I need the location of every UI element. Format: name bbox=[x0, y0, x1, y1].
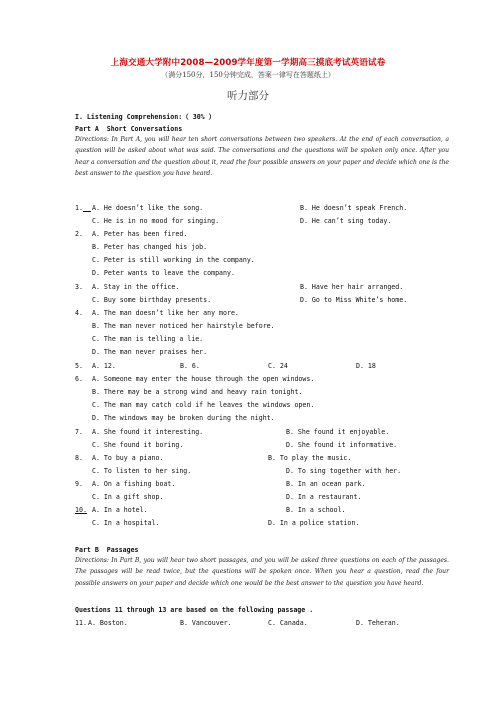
option-a: A. On a fishing boat. bbox=[92, 480, 176, 488]
part-a-heading: Part A Short Conversations bbox=[75, 125, 183, 133]
option-d: D. He can’t sing today. bbox=[300, 217, 392, 225]
option-d: D. 18 bbox=[356, 362, 376, 370]
option-d: D. Go to Miss White’s home. bbox=[300, 296, 408, 304]
option-d: D. She found it informative. bbox=[286, 441, 398, 449]
question-number: 7. bbox=[75, 428, 83, 436]
option-a: A. She found it interesting. bbox=[92, 428, 204, 436]
question-number: 8. bbox=[75, 454, 83, 462]
question-number: 11. bbox=[75, 619, 87, 627]
option-b: B. Vancouver. bbox=[180, 619, 232, 627]
option-c: C. In a hospital. bbox=[92, 519, 160, 527]
option-a: A. The man doesn’t like her any more. bbox=[92, 309, 239, 317]
option-c: C. 24 bbox=[268, 362, 288, 370]
option-b: B. In a school. bbox=[286, 506, 346, 514]
option-a: A. Peter has been fired. bbox=[92, 230, 188, 238]
option-a: A. To buy a piano. bbox=[92, 454, 164, 462]
option-d: D. To sing together with her. bbox=[286, 467, 402, 475]
question-number: 3. bbox=[75, 283, 83, 291]
option-b: B. She found it enjoyable. bbox=[286, 428, 390, 436]
question-number: 2. bbox=[75, 230, 83, 238]
option-a: A. Boston. bbox=[88, 619, 128, 627]
option-c: C. She found it boring. bbox=[92, 441, 184, 449]
option-c: C. The man is telling a lie. bbox=[92, 335, 204, 343]
option-c: C. Buy some birthday presents. bbox=[92, 296, 212, 304]
question-number: 4. bbox=[75, 309, 83, 317]
option-d: D. Peter wants to leave the company. bbox=[92, 269, 235, 277]
option-b: B. He doesn’t speak French. bbox=[300, 204, 408, 212]
option-c: C. To listen to her sing. bbox=[92, 467, 192, 475]
option-d: D. In a restaurant. bbox=[286, 493, 362, 501]
question-number: 1.__ bbox=[75, 204, 91, 212]
part-b-heading: Part B Passages bbox=[75, 546, 139, 554]
question-number: 9. bbox=[75, 480, 83, 488]
option-d: D. In a police station. bbox=[268, 519, 360, 527]
option-a: A. 12. bbox=[92, 362, 116, 370]
option-b: B. Have her hair arranged. bbox=[300, 283, 404, 291]
option-c: C. He is in no mood for singing. bbox=[92, 217, 220, 225]
option-a: A. Stay in the office. bbox=[92, 283, 180, 291]
option-a: A. He doesn’t like the song. bbox=[92, 204, 204, 212]
option-c: C. Peter is still working in the company. bbox=[92, 256, 255, 264]
part-b-directions: Directions: In Part B, you will hear two short passages, and you will be asked three questions on each of the passages. The passages will be read twice, but the questions will be spoken once. When you hear a question, read the four possible answers on your paper and decide which one would be the best answer to the question you have heard. bbox=[75, 557, 449, 587]
option-b: B. There may be a strong wind and heavy rain tonight. bbox=[92, 388, 303, 396]
option-c: C. Canada. bbox=[268, 619, 308, 627]
part-a-directions: Directions: In Part A, you will hear ten short conversations between two speakers. At the end of each conversation, a question will be asked about what was said. The conversations and the questions will be spoken only once. After you hear a conversation and the question about it, read the four possible answers on your paper and decide which one is the best answer to the question you have heard. bbox=[75, 136, 449, 177]
option-b: B. The man never noticed her hairstyle before. bbox=[92, 322, 275, 330]
option-c: C. In a gift shop. bbox=[92, 493, 164, 501]
listening-heading: I. Listening Comprehension:（ 30% ） bbox=[75, 113, 216, 121]
question-number: 5. bbox=[75, 362, 83, 370]
option-b: B. To play the music. bbox=[268, 454, 352, 462]
option-b: B. Peter has changed his job. bbox=[92, 243, 208, 251]
option-b: B. 6. bbox=[180, 362, 200, 370]
question-number: 6. bbox=[75, 375, 83, 383]
option-a: A. In a hotel. bbox=[92, 506, 148, 514]
option-b: B. In an ocean park. bbox=[286, 480, 366, 488]
section-heading: 听力部分 bbox=[227, 90, 269, 102]
option-d: D. The windows may be broken during the night. bbox=[92, 414, 275, 422]
exam-title: 上海交通大学附中2008—2009学年度第一学期高三摸底考试英语试卷 bbox=[110, 58, 386, 68]
option-d: D. The man never praises her. bbox=[92, 348, 208, 356]
passage-group-heading: Questions 11 through 13 are based on the following passage . bbox=[75, 606, 314, 614]
exam-instructions: （满分150分，150分钟完成，答案一律写在答题纸上） bbox=[161, 71, 335, 79]
option-a: A. Someone may enter the house through the open windows. bbox=[92, 375, 315, 383]
option-d: D. Teheran. bbox=[356, 619, 400, 627]
option-c: C. The man may catch cold if he leaves the windows open. bbox=[92, 401, 315, 409]
question-number: 10. bbox=[75, 506, 87, 514]
